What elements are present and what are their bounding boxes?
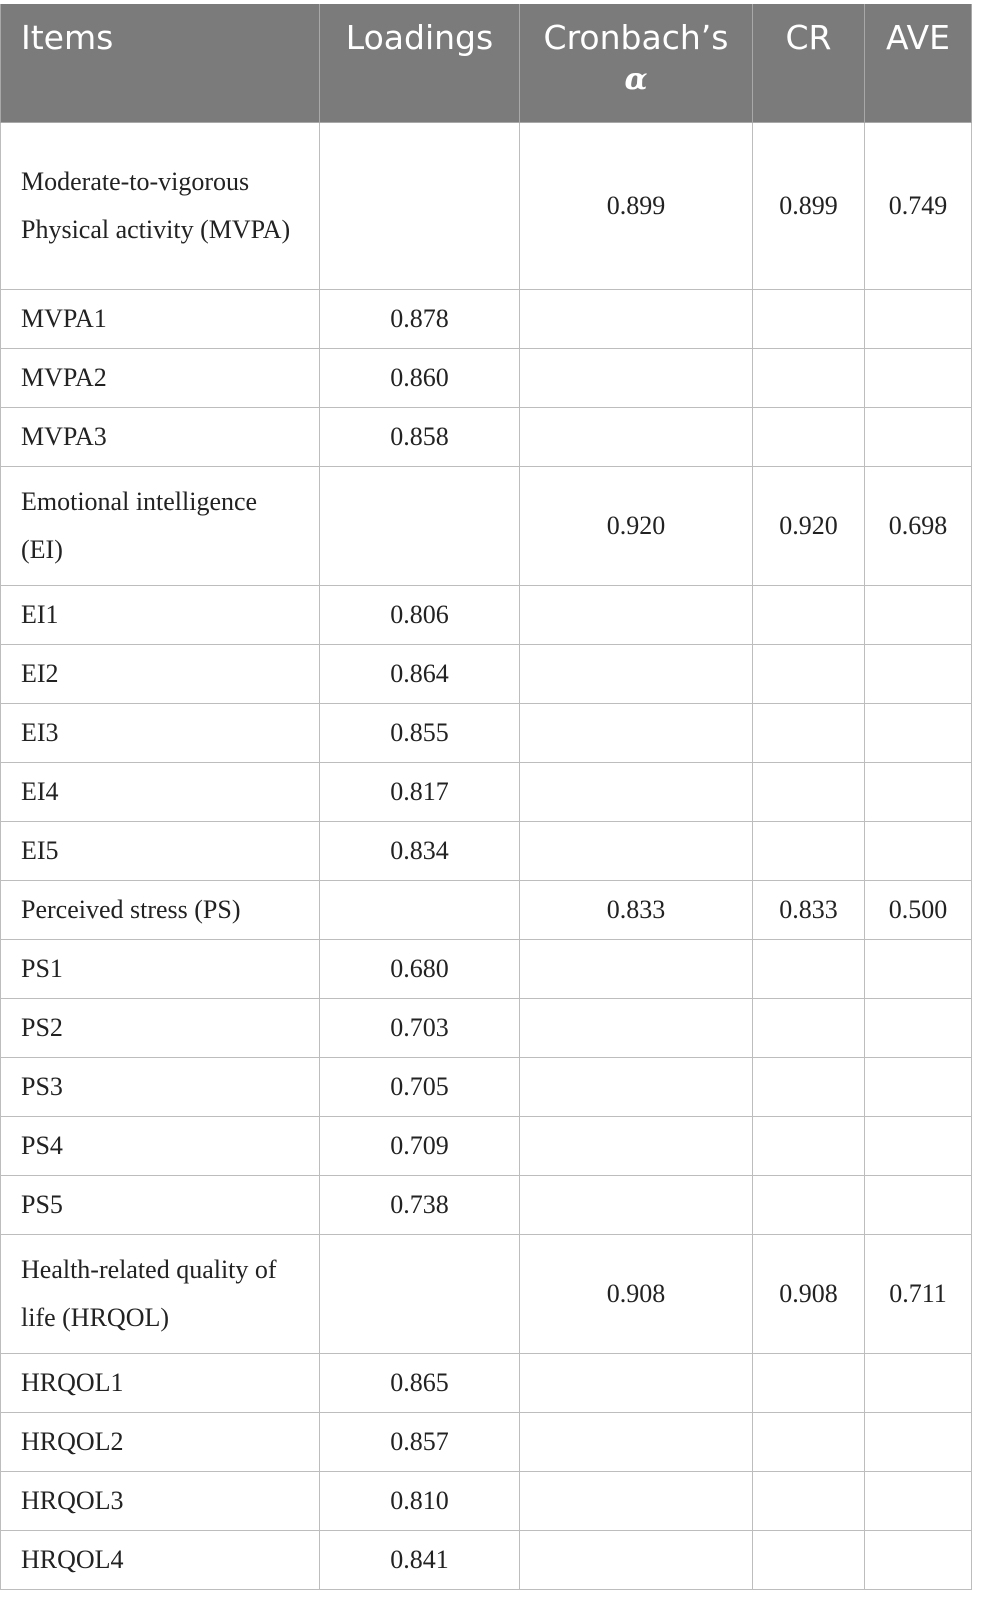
table-row	[1, 1413, 972, 1472]
table-row	[1, 940, 972, 999]
cell-ave: 0.698	[865, 467, 972, 586]
header-alpha-symbol: α	[624, 61, 648, 97]
header-ave: AVE	[865, 4, 972, 123]
cell-cr	[753, 349, 865, 408]
cell-ave	[865, 645, 972, 704]
cell-item: EI1	[1, 586, 320, 645]
cell-cr	[753, 822, 865, 881]
cell-cronbach-alpha: 0.908	[520, 1235, 753, 1354]
cell-cronbach-alpha	[520, 349, 753, 408]
cell-ave	[865, 822, 972, 881]
cell-cr	[753, 1176, 865, 1235]
cell-ave	[865, 1176, 972, 1235]
cell-cronbach-alpha: 0.920	[520, 467, 753, 586]
cell-cronbach-alpha: 0.899	[520, 123, 753, 290]
header-cr: CR	[753, 4, 865, 123]
cell-cr	[753, 1413, 865, 1472]
table-row	[1, 1472, 972, 1531]
cell-ave	[865, 349, 972, 408]
cell-ave	[865, 940, 972, 999]
cell-cr	[753, 1354, 865, 1413]
table-row	[1, 704, 972, 763]
cell-cronbach-alpha	[520, 290, 753, 349]
table-row	[1, 763, 972, 822]
cell-loading: 0.855	[320, 704, 520, 763]
table-row	[1, 1531, 972, 1590]
cell-cronbach-alpha	[520, 1472, 753, 1531]
cell-loading: 0.878	[320, 290, 520, 349]
cell-ave	[865, 1472, 972, 1531]
header-loadings: Loadings	[320, 4, 520, 123]
cell-cronbach-alpha	[520, 408, 753, 467]
cell-loading	[320, 1235, 520, 1354]
table-row	[1, 123, 972, 290]
table-row	[1, 645, 972, 704]
cell-cronbach-alpha	[520, 1413, 753, 1472]
cell-ave: 0.711	[865, 1235, 972, 1354]
cell-item: Health-related quality of life (HRQOL)	[1, 1235, 320, 1354]
table-header-row	[1, 4, 972, 123]
table-row	[1, 999, 972, 1058]
cell-item: PS1	[1, 940, 320, 999]
cell-item: PS5	[1, 1176, 320, 1235]
cell-ave	[865, 1058, 972, 1117]
cell-cr	[753, 763, 865, 822]
cell-cronbach-alpha	[520, 822, 753, 881]
cell-loading: 0.680	[320, 940, 520, 999]
cell-loading: 0.858	[320, 408, 520, 467]
cell-ave	[865, 999, 972, 1058]
cell-item: PS2	[1, 999, 320, 1058]
cell-cr: 0.833	[753, 881, 865, 940]
cell-cronbach-alpha	[520, 1354, 753, 1413]
cell-loading: 0.806	[320, 586, 520, 645]
cell-loading: 0.817	[320, 763, 520, 822]
cell-ave	[865, 1413, 972, 1472]
table-row	[1, 881, 972, 940]
cell-item: Emotional intelligence (EI)	[1, 467, 320, 586]
cell-item: EI4	[1, 763, 320, 822]
cell-ave	[865, 290, 972, 349]
cell-cronbach-alpha	[520, 1176, 753, 1235]
table-row	[1, 1117, 972, 1176]
cell-ave: 0.749	[865, 123, 972, 290]
table-row	[1, 1235, 972, 1354]
cell-ave	[865, 1531, 972, 1590]
cell-loading: 0.703	[320, 999, 520, 1058]
table-row	[1, 467, 972, 586]
cell-cronbach-alpha: 0.833	[520, 881, 753, 940]
table-row	[1, 290, 972, 349]
cell-cr	[753, 1531, 865, 1590]
cell-cr	[753, 290, 865, 349]
cell-cronbach-alpha	[520, 1117, 753, 1176]
cell-loading: 0.834	[320, 822, 520, 881]
table-row	[1, 586, 972, 645]
cell-cr: 0.908	[753, 1235, 865, 1354]
cell-cronbach-alpha	[520, 999, 753, 1058]
cell-loading: 0.857	[320, 1413, 520, 1472]
cell-cr	[753, 1472, 865, 1531]
table-row	[1, 349, 972, 408]
cell-cr: 0.920	[753, 467, 865, 586]
reliability-validity-table	[0, 4, 972, 1590]
cell-item: HRQOL2	[1, 1413, 320, 1472]
table-row	[1, 408, 972, 467]
cell-item: HRQOL4	[1, 1531, 320, 1590]
cell-item: MVPA1	[1, 290, 320, 349]
cell-item: EI3	[1, 704, 320, 763]
cell-cr	[753, 1058, 865, 1117]
cell-cronbach-alpha	[520, 586, 753, 645]
cell-loading: 0.841	[320, 1531, 520, 1590]
cell-cronbach-alpha	[520, 704, 753, 763]
cell-cronbach-alpha	[520, 1058, 753, 1117]
cell-ave	[865, 763, 972, 822]
cell-cr: 0.899	[753, 123, 865, 290]
cell-ave	[865, 704, 972, 763]
cell-loading: 0.860	[320, 349, 520, 408]
cell-item: MVPA3	[1, 408, 320, 467]
cell-cr	[753, 704, 865, 763]
cell-cr	[753, 586, 865, 645]
cell-cr	[753, 408, 865, 467]
cell-item: HRQOL1	[1, 1354, 320, 1413]
cell-cr	[753, 1117, 865, 1176]
cell-cr	[753, 940, 865, 999]
cell-loading	[320, 881, 520, 940]
cell-ave	[865, 1117, 972, 1176]
cell-item: MVPA2	[1, 349, 320, 408]
cell-cronbach-alpha	[520, 940, 753, 999]
cell-loading	[320, 123, 520, 290]
cell-item: PS3	[1, 1058, 320, 1117]
cell-item: Moderate-to-vigorous Physical activity (MVPA)	[1, 123, 320, 290]
cell-item: EI2	[1, 645, 320, 704]
cell-item: PS4	[1, 1117, 320, 1176]
cell-loading: 0.865	[320, 1354, 520, 1413]
cell-item: EI5	[1, 822, 320, 881]
cell-loading: 0.709	[320, 1117, 520, 1176]
table-row	[1, 1176, 972, 1235]
cell-ave	[865, 586, 972, 645]
cell-ave	[865, 1354, 972, 1413]
table-row	[1, 1058, 972, 1117]
cell-ave	[865, 408, 972, 467]
cell-loading: 0.864	[320, 645, 520, 704]
cell-item: Perceived stress (PS)	[1, 881, 320, 940]
cell-loading: 0.738	[320, 1176, 520, 1235]
reliability-table-container	[0, 4, 971, 1590]
cell-loading: 0.705	[320, 1058, 520, 1117]
cell-cr	[753, 999, 865, 1058]
table-body	[1, 123, 972, 1590]
cell-cr	[753, 645, 865, 704]
table-row	[1, 1354, 972, 1413]
cell-ave: 0.500	[865, 881, 972, 940]
cell-cronbach-alpha	[520, 645, 753, 704]
header-cronbach-label: Cronbach’s	[543, 18, 729, 57]
header-cronbach-alpha	[520, 4, 753, 123]
cell-cronbach-alpha	[520, 1531, 753, 1590]
table-row	[1, 822, 972, 881]
cell-loading: 0.810	[320, 1472, 520, 1531]
cell-cronbach-alpha	[520, 763, 753, 822]
cell-item: HRQOL3	[1, 1472, 320, 1531]
cell-loading	[320, 467, 520, 586]
header-items: Items	[1, 4, 320, 123]
